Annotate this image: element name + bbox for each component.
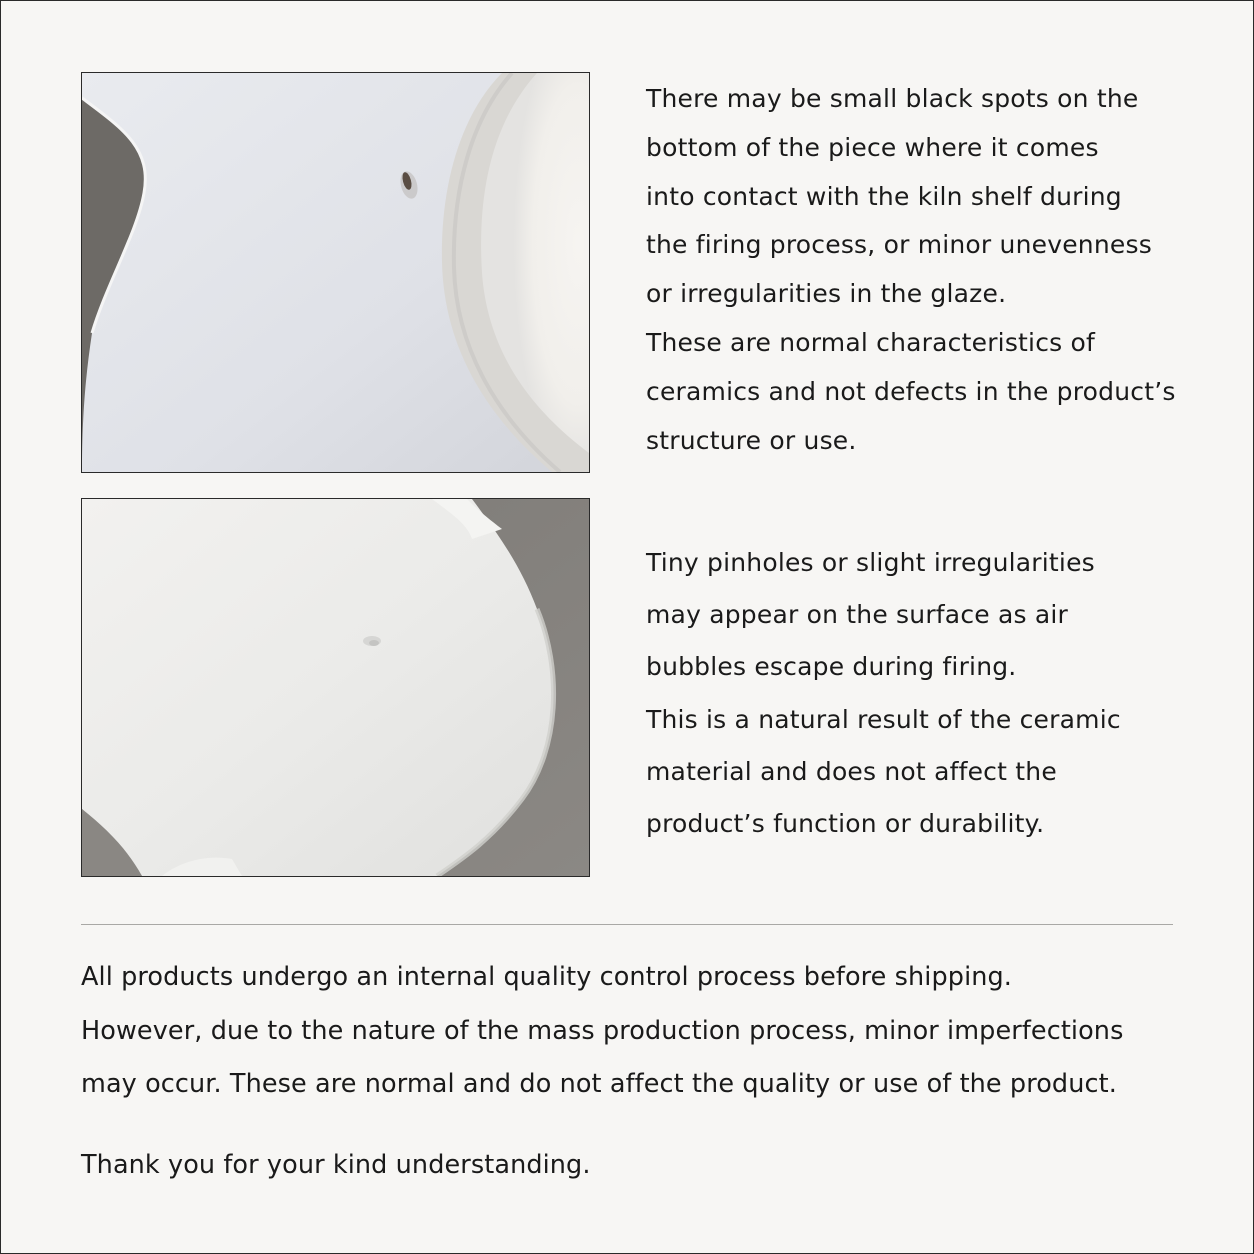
- quality-control-notice: [81, 951, 1181, 1112]
- pinholes-description: [646, 537, 1186, 850]
- notice-line: All products undergo an internal quality control process before shipping.: [81, 962, 1013, 992]
- ceramic-spot-image: [82, 73, 589, 472]
- description-line: ceramics and not defects in the product’s: [646, 376, 1176, 406]
- description-line: material and does not affect the: [646, 756, 1057, 786]
- thank-you-text: Thank you for your kind understanding.: [81, 1150, 591, 1180]
- description-line: This is a natural result of the ceramic: [646, 704, 1121, 734]
- thank-you-note: [81, 1141, 1181, 1189]
- description-line: structure or use.: [646, 425, 857, 455]
- pinhole-photo: [81, 498, 590, 877]
- description-line: the firing process, or minor unevenness: [646, 230, 1152, 260]
- description-line: into contact with the kiln shelf during: [646, 181, 1122, 211]
- description-line: Tiny pinholes or slight irregularities: [646, 548, 1095, 577]
- ceramic-pinhole-image: [82, 499, 589, 876]
- notice-line: However, due to the nature of the mass production process, minor imperfections: [81, 1015, 1124, 1046]
- black-spot-photo: [81, 72, 590, 473]
- section-divider: [81, 924, 1173, 925]
- description-line: There may be small black spots on the: [646, 84, 1139, 113]
- description-line: product’s function or durability.: [646, 809, 1045, 839]
- description-line: bubbles escape during firing.: [646, 652, 1017, 682]
- description-line: These are normal characteristics of: [646, 327, 1096, 357]
- notice-line: may occur. These are normal and do not affect the quality or use of the product.: [81, 1069, 1117, 1099]
- black-spots-description: [646, 75, 1186, 465]
- description-line: or irregularities in the glaze.: [646, 279, 1007, 309]
- description-line: bottom of the piece where it comes: [646, 132, 1099, 162]
- description-line: may appear on the surface as air: [646, 600, 1069, 630]
